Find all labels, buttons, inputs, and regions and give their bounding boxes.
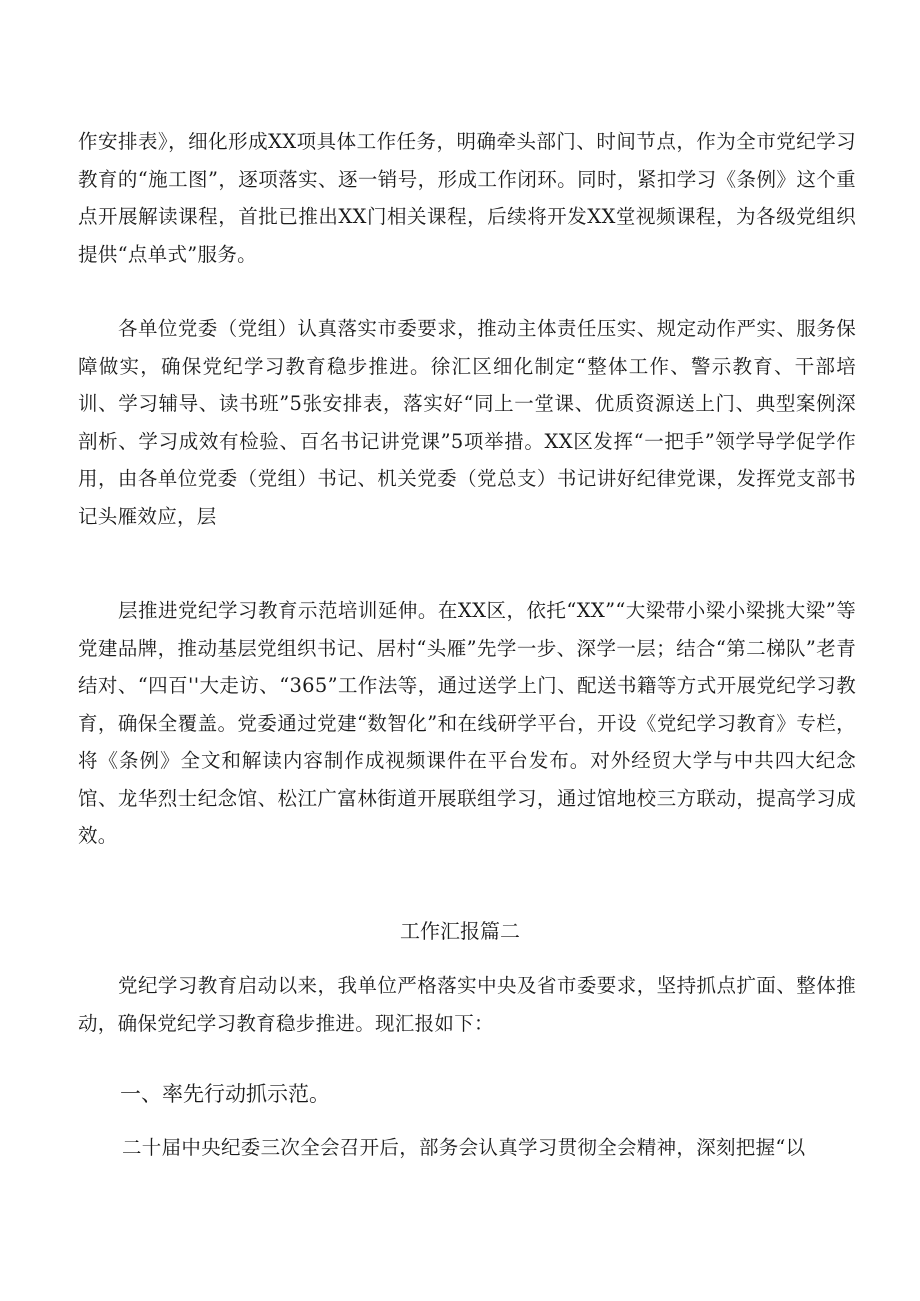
paragraph-4: 党纪学习教育启动以来，我单位严格落实中央及省市委要求，坚持抓点扩面、整体推动，确保党纪学习教育稳步推进。现汇报如下： <box>78 974 856 1035</box>
paragraph-3: 层推进党纪学习教育示范培训延伸。在XX区，依托“XX”“大梁带小梁小梁挑大梁”等党建品牌，推动基层党组织书记、居村“头雁”先学一步、深学一层；结合“第二梯队”老青结对、“四百''大走访、“365”工作法等，通过送学上门、配送书籍等方式开展党纪学习教育，确保全覆盖。党委通过党建“数智化”和在线研学平台，开设《党纪学习教育》专栏，将《条例》全文和解读内容制作成视频课件在平台发布。对外经贸大学与中共四大纪念馆、龙华烈士纪念馆、松江广富林街道开展联组学习，通过馆地校三方联动，提高学习成效。 <box>78 599 856 847</box>
section-title: 工作汇报篇二 <box>400 919 520 943</box>
paragraph-1: 作安排表》，细化形成XX项具体工作任务，明确牵头部门、时间节点，作为全市党纪学习教育的“施工图”，逐项落实、逐一销号，形成工作闭环。同时，紧扣学习《条例》这个重点开展解读课程，首批已推出XX门相关课程，后续将开发XX堂视频课程，为各级党组织提供“点单式”服务。 <box>78 130 856 266</box>
subheading: 一、率先行动抓示范。 <box>120 1082 330 1106</box>
paragraph-2: 各单位党委（党组）认真落实市委要求，推动主体责任压实、规定动作严实、服务保障做实，确保党纪学习教育稳步推进。徐汇区细化制定“整体工作、警示教育、干部培训、学习辅导、读书班”5张安排表，落实好“同上一堂课、优质资源送上门、典型案例深剖析、学习成效有检验、百名书记讲党课”5项举措。XX区发挥“一把手”领学导学促学作用，由各单位党委（党组）书记、机关党委（党总支）书记讲好纪律党课，发挥党支部书记头雁效应，层 <box>78 317 856 528</box>
paragraph-5: 二十届中央纪委三次全会召开后，部务会认真学习贯彻全会精神，深刻把握“以 <box>122 1136 806 1159</box>
